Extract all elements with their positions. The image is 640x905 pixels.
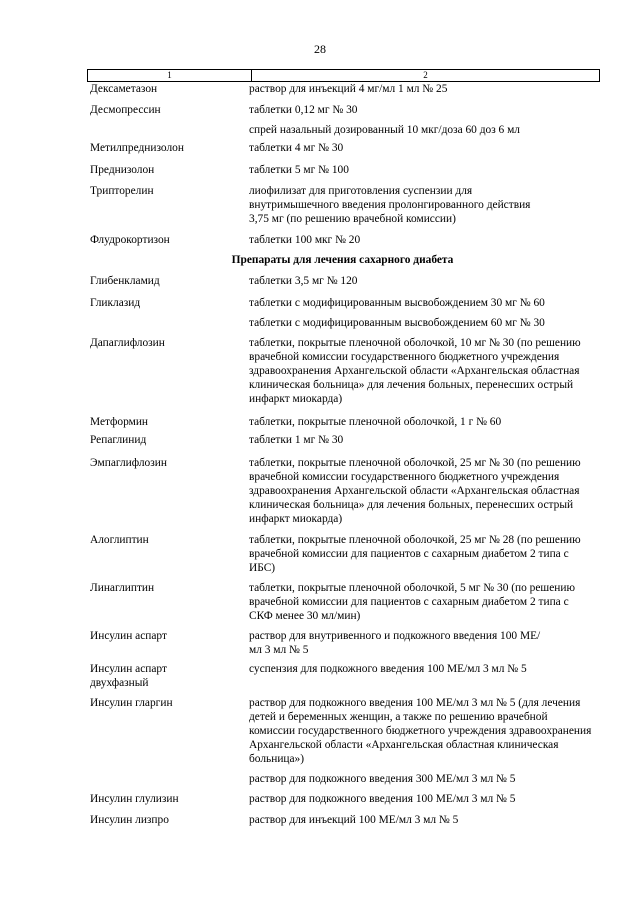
dosage-form: раствор для подкожного введения 100 МЕ/мл 3 мл № 5 (для лечения детей и беременных женщин, а также по решению врачебной комиссии государственного бюджетного учреждения здравоохранения Архангельской области «Архангельская областная клиническая больница»): [249, 697, 592, 765]
column-header-1: 1: [88, 70, 252, 81]
dosage-form-cell: [249, 336, 594, 406]
dosage-form-cell: [249, 662, 601, 676]
column-header-2: 2: [423, 70, 428, 80]
drug-name: Алоглиптин: [90, 534, 149, 546]
table-header: [87, 69, 600, 82]
dosage-form: раствор для подкожного введения 100 МЕ/мл 3 мл № 5: [249, 793, 516, 805]
dosage-form-cell: [249, 274, 601, 288]
drug-name: Эмпаглифлозин: [90, 457, 167, 469]
dosage-form: раствор для подкожного введения 300 МЕ/мл 3 мл № 5: [249, 773, 516, 785]
dosage-form-cell: [249, 813, 601, 827]
drug-name: Преднизолон: [90, 164, 155, 176]
dosage-form: раствор для инъекций 4 мг/мл 1 мл № 25: [249, 83, 448, 95]
dosage-form: таблетки 4 мг № 30: [249, 142, 344, 154]
dosage-form: таблетки 1 мг № 30: [249, 434, 344, 446]
dosage-form: таблетки 3,5 мг № 120: [249, 275, 358, 287]
dosage-form-cell: [249, 103, 601, 137]
dosage-form: суспензия для подкожного введения 100 МЕ/мл 3 мл № 5: [249, 663, 527, 675]
drug-name: Репаглинид: [90, 434, 147, 446]
dosage-form-cell: [249, 433, 601, 447]
dosage-form: таблетки, покрытые пленочной оболочкой, 5 мг № 30 (по решению врачебной комиссии для пациентов с сахарным диабетом 2 типа с СКФ менее 30 мл/мин): [249, 582, 575, 622]
dosage-form-cell: [249, 456, 594, 526]
dosage-form: таблетки, покрытые пленочной оболочкой, 25 мг № 28 (по решению врачебной комиссии для пациентов с сахарным диабетом 2 типа с ИБС): [249, 534, 581, 574]
dosage-form-cell: [249, 629, 549, 657]
dosage-form-cell: [249, 792, 601, 806]
drug-name: Инсулин аспарт двухфазный: [90, 663, 167, 689]
drug-name: Метилпреднизолон: [90, 142, 184, 154]
dosage-form-cell: [249, 163, 601, 177]
drug-name: Флудрокортизон: [90, 234, 170, 246]
dosage-form: спрей назальный дозированный 10 мкг/доза 60 доз 6 мл: [249, 124, 520, 136]
drug-name: Инсулин гларгин: [90, 697, 173, 709]
dosage-form: таблетки, покрытые пленочной оболочкой, 1 г № 60: [249, 416, 502, 428]
dosage-form-cell: [249, 533, 594, 575]
drug-name: Метформин: [90, 416, 149, 428]
drug-name: Дапаглифлозин: [90, 337, 165, 349]
dosage-form: таблетки 5 мг № 100: [249, 164, 349, 176]
dosage-form: таблетки 100 мкг № 20: [249, 234, 361, 246]
section-title: Препараты для лечения сахарного диабета: [231, 254, 454, 266]
drug-name: Инсулин глулизин: [90, 793, 179, 805]
dosage-form: таблетки, покрытые пленочной оболочкой, 25 мг № 30 (по решению врачебной комиссии государственного бюджетного учреждения здравоохранения Архангельской области «Архангельская областная клиническая больница» для лечения больных, перенесших острый инфаркт миокарда): [249, 457, 581, 525]
dosage-form: раствор для внутривенного и подкожного введения 100 МЕ/мл 3 мл № 5: [249, 630, 541, 656]
dosage-form: таблетки с модифицированным высвобождением 30 мг № 60: [249, 297, 545, 309]
dosage-form-cell: [249, 581, 594, 623]
dosage-form-cell: [249, 184, 549, 226]
dosage-form-cell: [249, 141, 601, 155]
dosage-form-cell: [249, 82, 601, 96]
drug-name: Гликлазид: [90, 297, 141, 309]
dosage-form: таблетки с модифицированным высвобождением 60 мг № 30: [249, 317, 545, 329]
drug-name: Дексаметазон: [90, 83, 158, 95]
dosage-form-cell: [249, 233, 601, 247]
drug-name: Глибенкламид: [90, 275, 160, 287]
dosage-form: таблетки, покрытые пленочной оболочкой, 10 мг № 30 (по решению врачебной комиссии государственного бюджетного учреждения здравоохранения Архангельской области «Архангельская областная клиническая больница» для лечения больных, перенесших острый инфаркт миокарда): [249, 337, 581, 405]
dosage-form-cell: [249, 296, 601, 330]
dosage-form-cell: [249, 415, 601, 429]
dosage-form-cell: [249, 696, 594, 786]
dosage-form: таблетки 0,12 мг № 30: [249, 104, 358, 116]
drug-name: Инсулин лизпро: [90, 814, 169, 826]
drug-name: Линаглиптин: [90, 582, 155, 594]
dosage-form: лиофилизат для приготовления суспензии для внутримышечного введения пролонгированного действия 3,75 мг (по решению врачебной комиссии): [249, 185, 531, 225]
drug-name: Трипторелин: [90, 185, 154, 197]
drug-name: Десмопрессин: [90, 104, 161, 116]
drug-name: Инсулин аспарт: [90, 630, 167, 642]
dosage-form: раствор для инъекций 100 МЕ/мл 3 мл № 5: [249, 814, 459, 826]
page-number: 28: [314, 42, 326, 56]
